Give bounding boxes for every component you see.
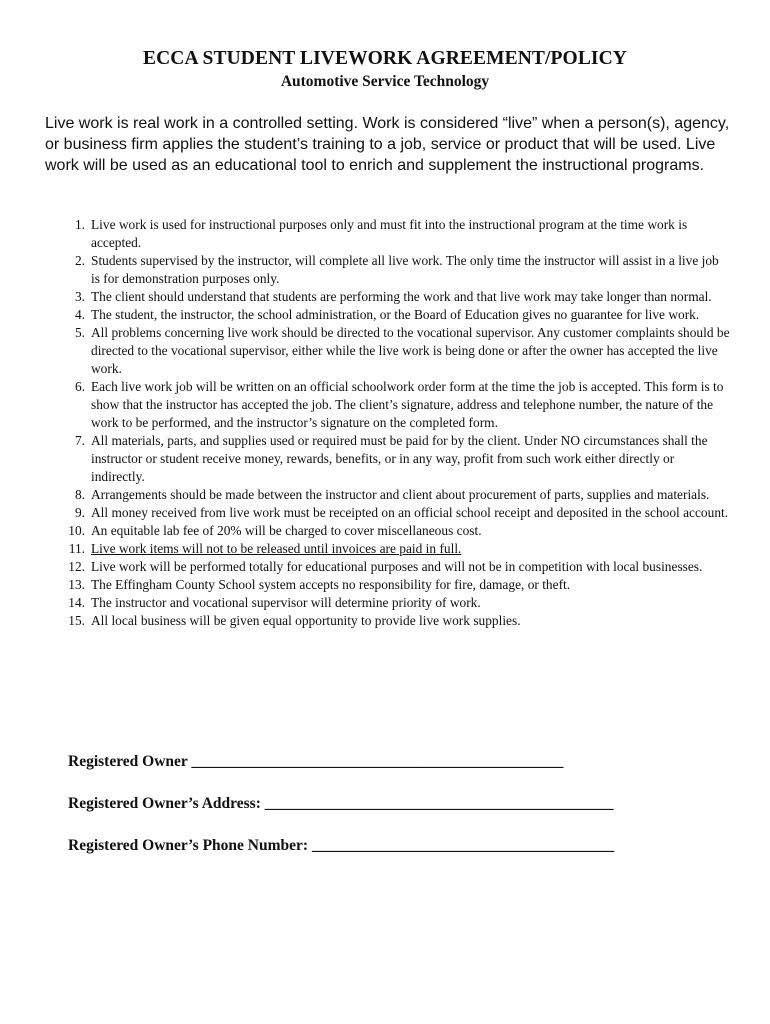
field-blank-line[interactable]: _____________________________________________ [264,795,614,812]
list-item-number: 8. [74,487,85,502]
list-item-number: 10. [68,523,85,538]
document-subtitle: Automotive Service Technology [280,73,490,90]
list-item-text: The client should understand that students are performing the work and that live work may take longer than normal. [91,289,712,304]
field-label: Registered Owner’s Phone Number: [68,837,309,854]
list-item-text: Arrangements should be made between the instructor and client about procurement of parts, supplies and materials. [91,487,710,502]
list-item-number: 15. [68,613,85,628]
list-item [45,540,730,558]
list-item-text: Live work items will not to be released until invoices are paid in full. [91,541,462,556]
field-blank-line[interactable]: ________________________________________________ [191,753,564,770]
list-item-number: 7. [74,433,85,448]
list-item-number: 3. [74,289,85,304]
list-item-text: Live work is used for instructional purposes only and must fit into the instructional program at the time work is accepted. [91,217,688,250]
document-title: ECCA STUDENT LIVEWORK AGREEMENT/POLICY [143,48,627,69]
list-item [45,252,730,288]
list-item-text: The Effingham County School system accepts no responsibility for fire, damage, or theft. [91,577,571,592]
list-item-number: 14. [68,595,85,610]
list-item [45,522,730,540]
registered-owner-field[interactable] [68,753,708,771]
list-item-number: 13. [68,577,85,592]
list-item-number: 9. [74,505,85,520]
list-item-text: All local business will be given equal opportunity to provide live work supplies. [91,613,521,628]
list-item-text: All money received from live work must be receipted on an official school receipt and deposited in the school account. [91,505,729,520]
list-item-text: Live work will be performed totally for educational purposes and will not be in competition with local businesses. [91,559,703,574]
list-item [45,306,730,324]
field-blank-line[interactable]: _______________________________________ [311,837,615,854]
list-item-number: 5. [74,325,85,340]
list-item-text: The student, the instructor, the school administration, or the Board of Education gives no guarantee for live work. [91,307,700,322]
list-item-text: All materials, parts, and supplies used or required must be paid for by the client. Under NO circumstances shall the instructor or student receive money, rewards, benefits, or in any way, profit from such work either directly or indirectly. [91,433,708,484]
list-item [45,486,730,504]
list-item-number: 12. [68,559,85,574]
list-item-number: 11. [68,541,85,556]
list-item [45,324,730,378]
list-item [45,216,730,252]
rules-list [45,216,730,630]
intro-paragraph: Live work is real work in a controlled setting. Work is considered “live” when a person(s), agency, or business firm applies the student’s training to a job, service or product that will be used. Live work will be used as an educational tool to enrich and supplement the instructional programs. [45,115,730,174]
field-label: Registered Owner [68,753,188,770]
list-item-text: Students supervised by the instructor, will complete all live work. The only time the instructor will assist in a live job is for demonstration purposes only. [91,253,719,286]
list-item-text: Each live work job will be written on an official schoolwork order form at the time the job is accepted. This form is to show that the instructor has accepted the job. The client’s signature, address and telephone number, the nature of the work to be performed, and the instructor’s signature on the completed form. [91,379,724,430]
list-item-number: 1. [74,217,85,232]
list-item [45,594,730,612]
list-item-text: An equitable lab fee of 20% will be charged to cover miscellaneous cost. [91,523,482,538]
list-item [45,432,730,486]
list-item-text: The instructor and vocational supervisor will determine priority of work. [91,595,481,610]
field-label: Registered Owner’s Address: [68,795,261,812]
registered-owner-address-field[interactable] [68,795,708,813]
list-item [45,288,730,306]
list-item [45,504,730,522]
list-item [45,612,730,630]
list-item [45,576,730,594]
registered-owner-phone-field[interactable] [68,837,708,855]
list-item-number: 4. [74,307,85,322]
list-item-number: 6. [74,379,85,394]
list-item [45,378,730,432]
list-item [45,558,730,576]
list-item-number: 2. [74,253,85,268]
list-item-text: All problems concerning live work should be directed to the vocational supervisor. Any customer complaints should be directed to the vocational supervisor, either while the live work is being done or after the owner has accepted the live work. [91,325,730,376]
